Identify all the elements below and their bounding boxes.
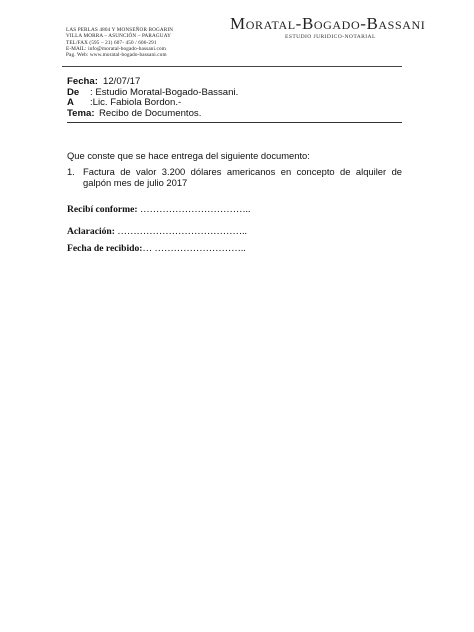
fecha-recibido-line: … ……………………….. bbox=[142, 243, 246, 254]
website-line: Pag. Web: www.moratal-bogado-bassani.com bbox=[66, 52, 167, 59]
aclaracion-line: ………………………………….. bbox=[114, 226, 247, 237]
a-label: A bbox=[67, 97, 74, 109]
firm-tagline: ESTUDIO JURIDICO-NOTARIAL bbox=[285, 34, 376, 40]
phone-line: TEL/FAX (595 – 21) 607- 450 / 606-291 bbox=[66, 39, 157, 46]
fecha-recibido-label: Fecha de recibido: bbox=[67, 243, 143, 254]
item-number: 1. bbox=[67, 166, 75, 177]
address-line: LAS PERLAS 4804 Y MONSEÑOR BOGARIN bbox=[66, 27, 174, 33]
item-text: Factura de valor 3.200 dólares americanos en concepto de alquiler de galpón mes de julio 2017 bbox=[83, 166, 402, 188]
tema-label: Tema: bbox=[67, 107, 95, 119]
signature-recibi bbox=[67, 204, 250, 215]
header-divider bbox=[62, 66, 402, 67]
fecha-value: 12/07/17 bbox=[103, 76, 141, 87]
fecha-label: Fecha: bbox=[67, 76, 98, 87]
email-line: E-MAIL: info@moratal-bogado-bassani.com bbox=[66, 45, 166, 52]
address-line: VILLA MORRA – ASUNCIÓN – PARAGUAY bbox=[66, 33, 172, 40]
signature-aclaracion bbox=[67, 226, 247, 237]
a-value: :Lic. Fabiola Bordon.- bbox=[90, 97, 182, 109]
de-label: De bbox=[67, 86, 80, 98]
memo-header bbox=[67, 76, 239, 119]
de-value: : Estudio Moratal-Bogado-Bassani. bbox=[90, 86, 239, 98]
aclaracion-label: Aclaración: bbox=[67, 226, 115, 237]
document-list-item bbox=[67, 167, 402, 189]
tema-value: Recibo de Documentos. bbox=[99, 107, 202, 119]
firm-name: Moratal-Bogado-Bassani bbox=[230, 14, 426, 33]
memo-row-tema bbox=[67, 107, 202, 120]
recibi-label: Recibí conforme: bbox=[67, 204, 138, 215]
recibi-line: …………………………….. bbox=[137, 204, 251, 215]
intro-text: Que conste que se hace entrega del siguiente documento: bbox=[67, 150, 310, 161]
memo-divider bbox=[67, 122, 402, 123]
letterhead-address bbox=[66, 27, 173, 58]
signature-fecha bbox=[67, 243, 246, 254]
